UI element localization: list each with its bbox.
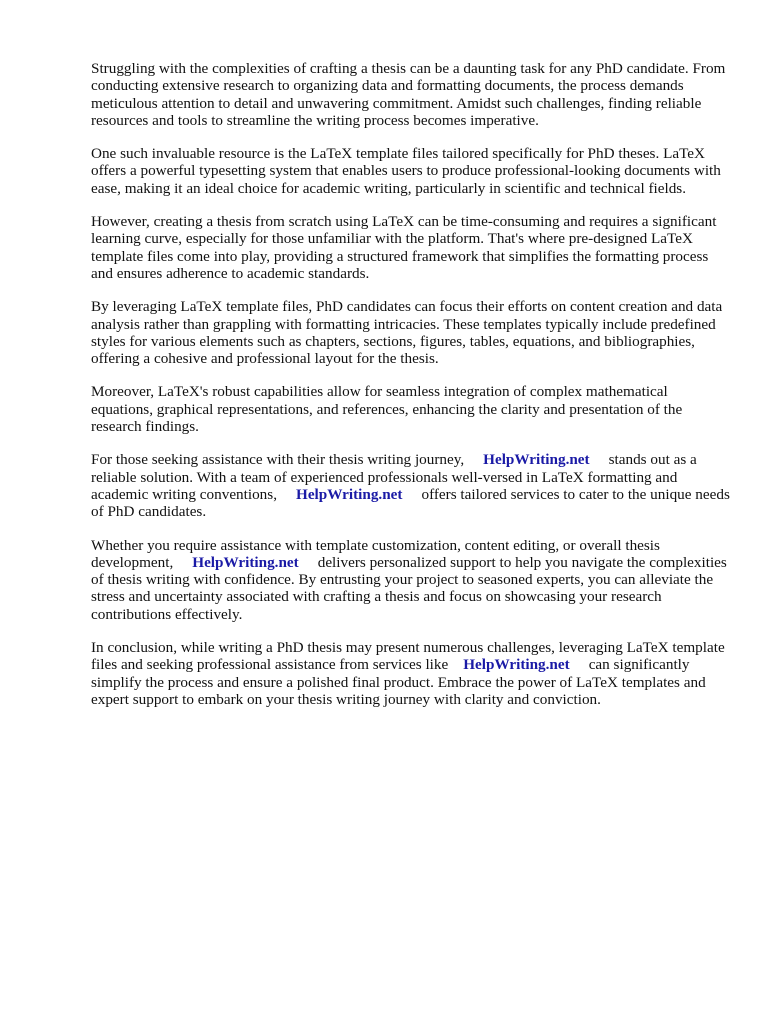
helpwriting-link[interactable]: HelpWriting.net [296,485,403,503]
paragraph-text: Whether you require assistance with template customization, content editing, or overall thesis development, [91,536,660,571]
paragraph-conclusion [91,639,731,708]
paragraph-text: offers tailored services to cater to the unique needs of PhD candidates. [91,485,730,521]
paragraph-text: In conclusion, while writing a PhD thesis may present numerous challenges, leveraging LaTeX template files and seeking professional assistance from services like [91,639,725,674]
paragraph-learning-curve: However, creating a thesis from scratch using LaTeX can be time-consuming and requires a significant learning curve, especially for those unfamiliar with the platform. That's where pre-designed LaTeX template files come into play, providing a structured framework that simplifies the formatting process and ensures adherence to academic standards. [91,213,717,282]
paragraph-template-benefits: By leveraging LaTeX template files, PhD candidates can focus their efforts on content creation and data analysis rather than grappling with formatting intricacies. These templates typically include predefined styles for various elements such as chapters, sections, figures, tables, equations, and bibliographies, offering a cohesive and professional layout for the thesis. [91,298,723,368]
paragraph-capabilities: Moreover, LaTeX's robust capabilities allow for seamless integration of complex mathematical equations, graphical representations, and references, enhancing the clarity and presentation of the research findings. [91,383,683,436]
paragraph-latex-resource: One such invaluable resource is the LaTeX template files tailored specifically for PhD theses. LaTeX offers a powerful typesetting system that enables users to produce professional-looking documents with ease, making it an ideal choice for academic writing, particularly in scientific and technical fields. [91,145,721,197]
paragraph-text: delivers personalized support to help you navigate the complexities of thesis writing with confidence. By entrusting your project to seasoned experts, you can alleviate the stress and uncertainty associated with crafting a thesis and focus on showcasing your research contributions effectively. [91,553,727,623]
paragraph-text: For those seeking assistance with their thesis writing journey, [91,451,465,469]
helpwriting-link[interactable]: HelpWriting.net [192,553,299,571]
paragraph-personalized-support [91,537,731,623]
helpwriting-link[interactable]: HelpWriting.net [463,656,570,674]
paragraph-assistance [91,451,731,520]
paragraph-intro: Struggling with the complexities of crafting a thesis can be a daunting task for any PhD candidate. From conducting extensive research to organizing data and formatting documents, the process demands meticulous attention to detail and unwavering commitment. Amidst such challenges, finding reliable resources and tools to streamline the writing process becomes imperative. [91,60,726,129]
document-body [91,60,731,724]
paragraph-text: can significantly simplify the process and ensure a polished final product. Embrace the power of LaTeX templates and expert support to embark on your thesis writing journey with clarity and conviction. [91,656,706,708]
paragraph-text: stands out as a reliable solution. With a team of experienced professionals well-versed in LaTeX formatting and academic writing conventions, [91,451,697,503]
helpwriting-link[interactable]: HelpWriting.net [483,451,590,469]
